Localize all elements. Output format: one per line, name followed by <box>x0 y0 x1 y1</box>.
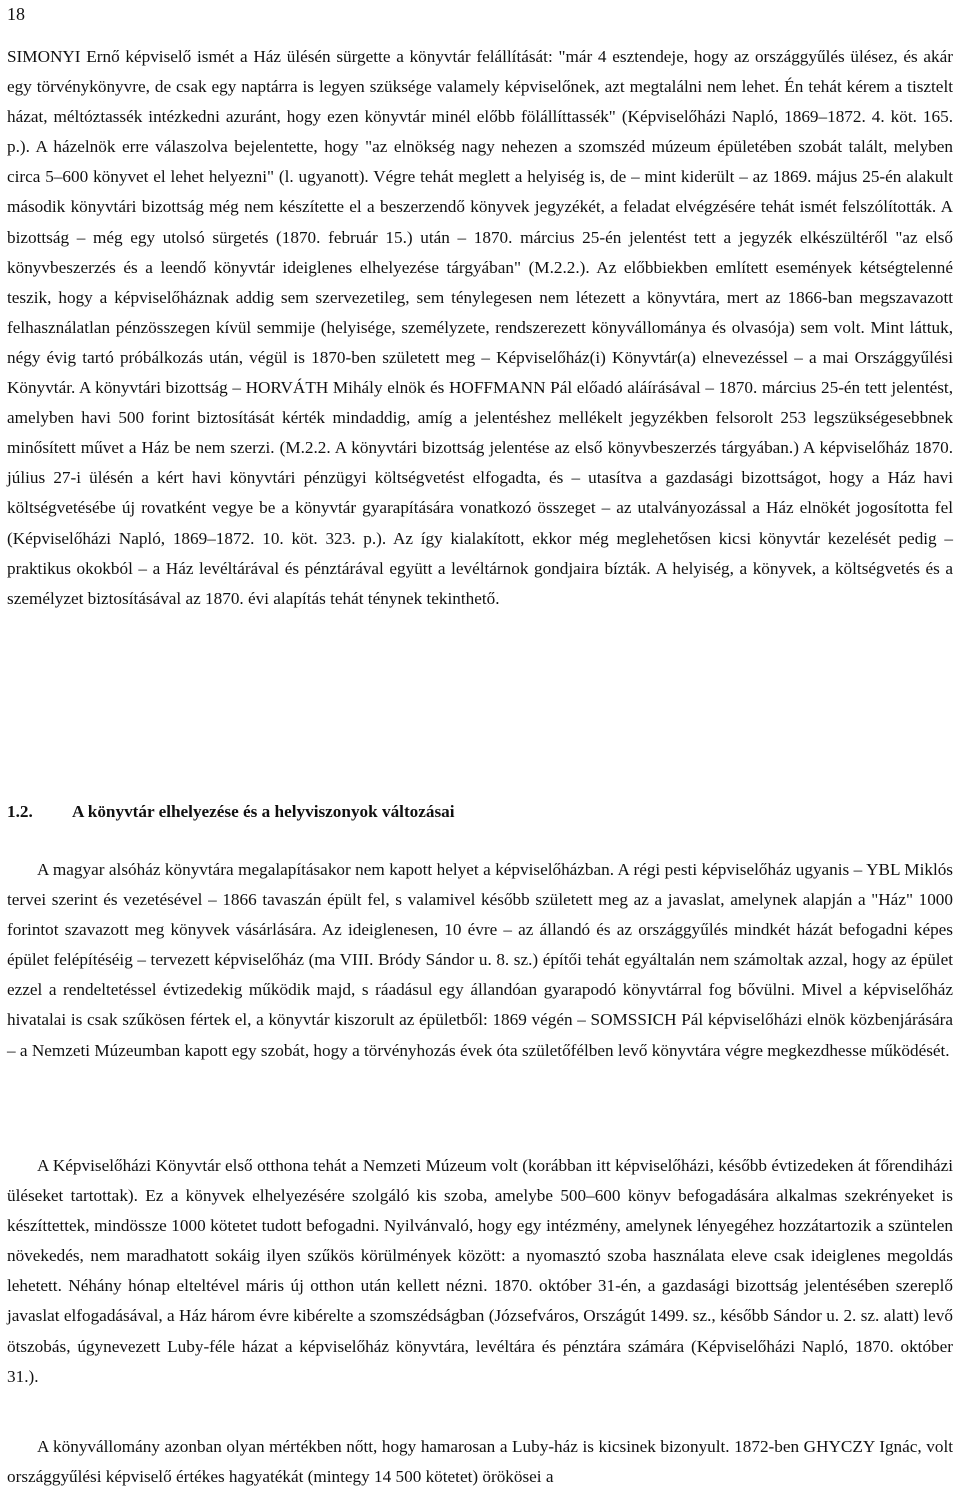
section-heading <box>7 800 953 824</box>
paragraph-4: A könyvállomány azonban olyan mértékben nőtt, hogy hamarosan a Luby-ház is kicsinek bizonyult. 1872-ben GHYCZY Ignác, volt országgyűlési képviselő értékes hagyatékát (mintegy 14 500 kötetet) örökösei a <box>7 1437 953 1487</box>
section-title: A könyvtár elhelyezése és a helyviszonyok változásai <box>72 802 455 821</box>
page-number: 18 <box>7 4 25 24</box>
paragraph-3: A Képviselőházi Könyvtár első otthona tehát a Nemzeti Múzeum volt (korábban itt képviselőházi, később évtizedeken át főrendiházi üléseket tartottak). Ez a könyvek elhelyezésére szolgáló kis szoba, amelybe 500–600 könyv befogadására alkalmas szekrényeket is készíttettek, mindössze 1000 kötetet tudott befogadni. Nyilvánvaló, hogy egy intézmény, amelynek lényegéhez hozzátartozik a szüntelen növekedés, nem maradhatott sokáig ilyen szűkös körülmények között: a nyomasztó szoba használata eleve csak ideiglenes megoldás lehetett. Néhány hónap elteltével máris új otthon után kellett nézni. 1870. október 31-én, a gazdasági bizottság jelentésében szereplő javaslat elfogadásával, a Ház három évre kibérelte a szomszédságban (Józsefváros, Országút 1499. sz., később Sándor u. 2. sz. alatt) levő ötszobás, úgynevezett Luby-féle házat a képviselőház könyvtára, levéltára és pénztára számára (Képviselőházi Napló, 1870. október 31.). <box>7 1156 953 1386</box>
paragraph-2: A magyar alsóház könyvtára megalapításakor nem kapott helyet a képviselőházban. A régi pesti képviselőház ugyanis – YBL Miklós tervei szerint és vezetésével – 1866 tavaszán épült fel, s valamivel később született meg az a javaslat, amelynek alapján a "Ház" 1000 forintot szavazott meg könyvek vásárlására. Az ideiglenesen, 10 évre – az állandó és az országgyűlés mindkét házát befogadni képes épület felépítéséig – tervezett képviselőház (ma VIII. Bródy Sándor u. 8. sz.) építői tehát egyáltalán nem számoltak azzal, hogy az épület ezzel a rendeltetéssel évtizedekig működik majd, s ráadásul egy állandóan gyarapodó könyvtárral fog bővülni. Mivel a képviselőház hivatalai is csak szűkösen fértek el, a könyvtár kiszorult az épületből: 1869 végén – SOMSSICH Pál képviselőházi elnök közbenjárására – a Nemzeti Múzeumban kapott egy szobát, hogy a törvényhozás évek óta születőfélben levő könyvtára végre megkezdhesse működését. <box>7 860 953 1060</box>
paragraph-1: SIMONYI Ernő képviselő ismét a Ház ülésén sürgette a könyvtár felállítását: "már 4 esztendeje, hogy az országgyűlés ülésez, és akár egy törvénykönyvre, de csak egy naptárra is legyen szüksége valamely képviselőnek, azt megtalálni nem lehet. Én tehát kérem a tisztelt házat, méltóztassék intézkedni azuránt, hogy ezen könyvtár minél előbb fölállíttassék" (Képviselőházi Napló, 1869–1872. 4. köt. 165. p.). A házelnök erre válaszolva bejelentette, hogy "az elnökség nagy nehezen a szomszéd múzeum épületében szobát talált, melyben circa 5–600 könyvet el lehet helyezni" (l. ugyanott). Végre tehát meglett a helyiség is, de – mint kiderült – az 1869. május 25-én alakult második könyvtári bizottság még nem készítette el a beszerzendő könyvek jegyzékét, a feladat elvégzésére tehát ismét felszólították. A bizottság – még egy utolsó sürgetés (1870. február 15.) után – 1870. március 25-én jelentést tett a jegyzék elkészültéről "az első könyvbeszerzés és a leendő könyvtár ideiglenes elhelyezése tárgyában" (M.2.2.). Az előbbiekben említett események kétségtelenné teszik, hogy a képviselőháznak addig sem szervezetileg, sem ténylegesen nem létezett a könyvtára, mert az 1866-ban megszavazott felhasználatlan pénzösszegen kívül semmije (helyisége, személyzete, rendszerezett könyvállománya és olvasója) sem volt. Mint láttuk, négy évig tartó próbálkozás után, végül is 1870-ben született meg – Képviselőház(i) Könyvtár(a) elnevezéssel – a mai Országgyűlési Könyvtár. A könyvtári bizottság – HORVÁTH Mihály elnök és HOFFMANN Pál előadó aláírásával – 1870. március 25-én tett jelentést, amelyben havi 500 forint biztosítását kérték mindaddig, amíg a jelentéshez mellékelt jegyzékben felsorolt 253 legszükségesebbnek minősített művet a Ház be nem szerzi. (M.2.2. A könyvtári bizottság jelentése az első könyvbeszerzés tárgyában.) A képviselőház 1870. július 27-i ülésén a kért havi könyvtári pénzügyi költségvetést elfogadta, és – utasítva a gazdasági bizottságot, hogy a Ház havi költségvetésébe új rovatként vegye be a könyvtár gyarapítására vonatkozó összeget – az utalványozással a Ház elnökét jogosította fel (Képviselőházi Napló, 1869–1872. 10. köt. 323. p.). Az így kialakított, ekkor még meglehetősen kicsi könyvtár kezelését pedig – praktikus okokból – a Ház levéltárával és pénztárával együtt a levéltárnok gondjaira bízták. A helyiség, a könyvek, a költségvetés és a személyzet biztosításával az 1870. évi alapítás tehát ténynek tekinthető. <box>7 47 953 608</box>
section-number: 1.2. <box>7 802 33 821</box>
